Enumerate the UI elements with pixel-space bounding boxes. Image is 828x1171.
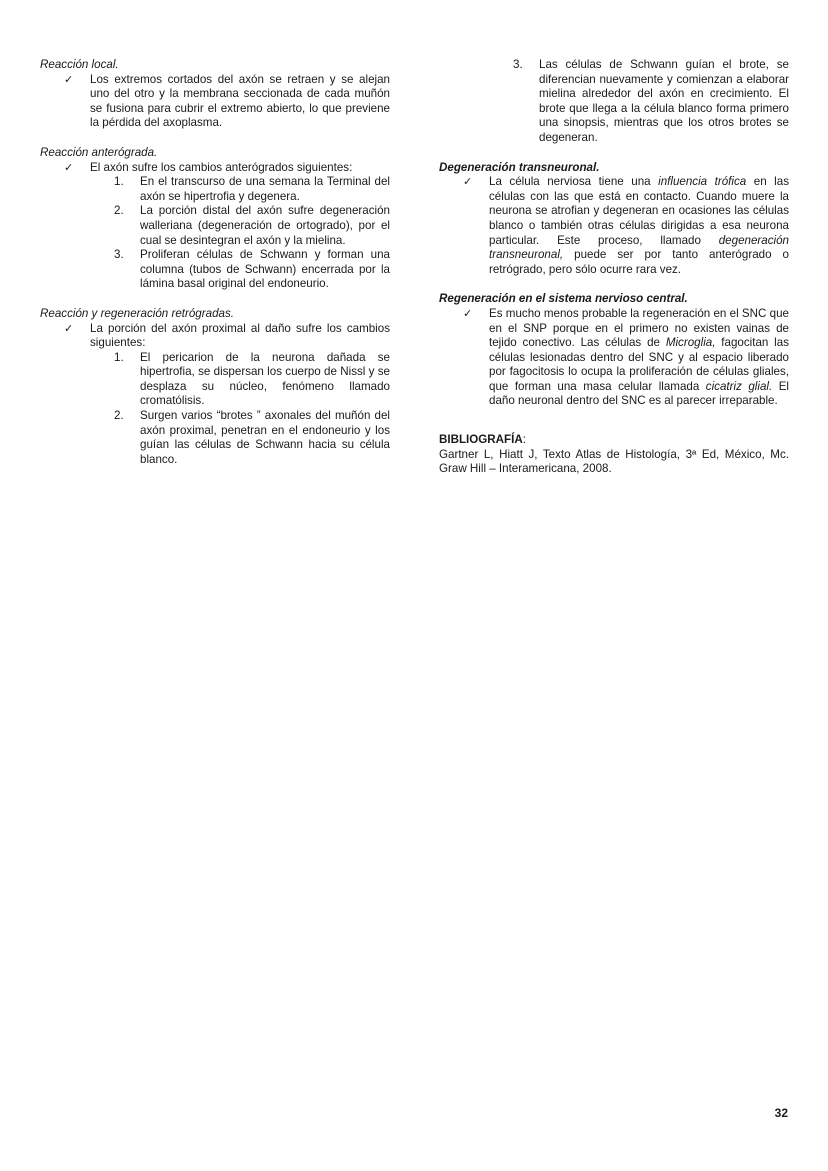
bibliography-colon: : — [522, 433, 526, 447]
check-item-text — [489, 307, 789, 408]
numbered-list — [40, 175, 390, 292]
check-item-text: El axón sufre los cambios anterógrados siguientes: — [90, 160, 353, 174]
heading-retrograde-reaction: Reacción y regeneración retrógradas. — [40, 306, 234, 320]
list-number: 3. — [513, 58, 523, 71]
bibliography-title — [439, 433, 789, 448]
text-run: puede ser por tanto anterógrado o retrógrado, pero sólo ocurre rara vez. — [489, 248, 789, 276]
continued-list — [439, 58, 789, 146]
emphasis-text: cicatriz glial. — [705, 379, 773, 393]
heading-cns-regeneration: Regeneración en el sistema nervioso central. — [439, 292, 688, 306]
text-run: El daño neuronal dentro del SNC es al parecer irreparable. — [489, 379, 789, 408]
section-bibliography — [439, 433, 789, 477]
numbered-list — [40, 351, 390, 468]
text-run: fagocitan las células lesionadas dentro del SNC y al espacio liberado por fagocitosis lo ocupa la proliferación de células gliales, que forman una masa celular llamada — [489, 336, 790, 393]
check-item — [40, 73, 390, 131]
list-item-text: Proliferan células de Schwann y forman una columna (tubos de Schwann) encerrada por la lámina basal original del endoneurio. — [140, 248, 390, 291]
list-number: 1. — [114, 175, 124, 189]
check-item — [40, 161, 390, 176]
section-retrograde-reaction — [40, 307, 390, 468]
section-cns-regeneration — [439, 292, 789, 409]
check-item — [40, 322, 390, 351]
check-item — [439, 307, 789, 409]
text-run: en las células con las que está en contacto. Cuando muere la neurona se atrofian y degeneran en ocasiones las células blanco o también otras células dirigidas a esa neurona particular. Este proceso, llamado — [489, 175, 789, 247]
check-item-text: Los extremos cortados del axón se retraen y se alejan uno del otro y la membrana seccionada de cada muñón se fusiona para cubrir el extremo abierto, lo que previene la pérdida del axoplasma. — [90, 72, 390, 130]
checkmark-icon: ✓ — [463, 176, 473, 189]
list-item — [40, 351, 390, 409]
checkmark-icon: ✓ — [463, 307, 473, 320]
list-item — [439, 58, 789, 146]
text-run: Es mucho menos probable la regeneración en el SNC que en el SNP porque en el primero no existen vainas de tejido conectivo. Las células de — [489, 306, 789, 350]
list-item-text: Surgen varios “brotes ” axonales del muñón del axón proximal, penetran en el endoneurio y los guían las células de Schwann hacia su célula blanco. — [140, 409, 390, 466]
check-item-text — [489, 175, 789, 276]
bibliography-entry: Gartner L, Hiatt J, Texto Atlas de Histología, 3ª Ed, México, Mc. Graw Hill – Interamericana, 2008. — [439, 447, 789, 476]
section-local-reaction — [40, 58, 390, 131]
list-item — [40, 409, 390, 467]
list-number: 1. — [114, 350, 124, 364]
heading-transneuronal: Degeneración transneuronal. — [439, 160, 600, 174]
heading-local-reaction: Reacción local. — [40, 58, 119, 71]
list-number: 2. — [114, 204, 124, 218]
right-column — [439, 58, 789, 492]
checkmark-icon: ✓ — [64, 322, 74, 335]
left-column — [40, 58, 390, 482]
list-number: 3. — [114, 248, 124, 262]
page-number: 32 — [774, 1106, 788, 1120]
list-item — [40, 204, 390, 248]
emphasis-text: degeneración transneuronal, — [489, 233, 789, 262]
section-anterograde-reaction — [40, 146, 390, 292]
list-item — [40, 248, 390, 292]
list-item-text: En el transcurso de una semana la Terminal del axón se hipertrofia y degenera. — [140, 175, 390, 203]
checkmark-icon: ✓ — [64, 73, 74, 86]
list-number: 2. — [114, 409, 124, 423]
emphasis-text: Microglia, — [665, 336, 716, 350]
text-run: La célula nerviosa tiene una — [489, 175, 659, 189]
section-transneuronal — [439, 161, 789, 278]
checkmark-icon: ✓ — [64, 161, 74, 174]
list-item-text: Las células de Schwann guían el brote, se diferencian nuevamente y comienzan a elaborar mielina alrededor del axón en crecimiento. El brote que llega a la célula blanco forma primero una sinopsis, mientras que los otros brotes se degeneran. — [539, 58, 789, 144]
emphasis-text: influencia trófica — [658, 175, 747, 189]
list-item-text: El pericarion de la neurona dañada se hipertrofia, se dispersan los cuerpo de Nissl y se desplaza su núcleo, fenómeno llamado cromatólisis. — [140, 350, 390, 408]
check-item — [439, 175, 789, 277]
heading-anterograde-reaction: Reacción anterógrada. — [40, 145, 158, 159]
check-item-text: La porción del axón proximal al daño sufre los cambios siguientes: — [90, 321, 390, 350]
list-item — [40, 175, 390, 204]
bibliography-title-text: BIBLIOGRAFÍA — [439, 433, 523, 447]
list-item-text: La porción distal del axón sufre degeneración walleriana (degeneración de ortogrado), por el cual se desintegran el axón y la mielina. — [140, 204, 390, 247]
